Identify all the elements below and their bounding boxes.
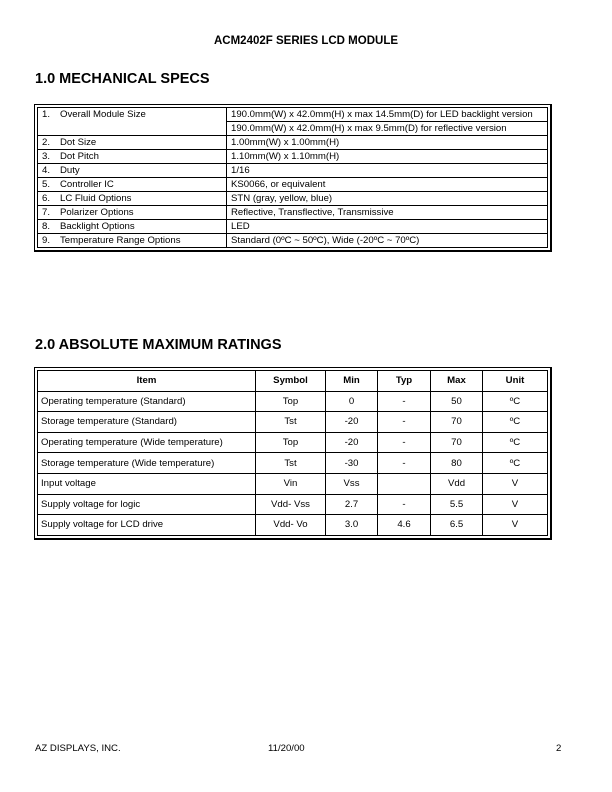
spec-row [38,150,548,164]
spec-number: 3. [42,151,51,162]
unit-cell: V [483,494,548,515]
spec-number: 5. [42,179,51,190]
document-title: ACM2402F SERIES LCD MODULE [213,35,399,47]
spec-row [38,206,548,220]
footer-company: AZ DISPLAYS, INC. [35,743,121,754]
spec-row [38,108,548,136]
spec-label-cell [38,164,227,178]
spec-number: 8. [42,221,51,232]
spec-value: 1.10mm(W) x 1.10mm(H) [231,151,340,162]
unit-cell: ºC [483,412,548,433]
spec-value-cell [227,164,548,178]
min-cell: 2.7 [326,494,378,515]
min-cell: -30 [326,453,378,474]
item-cell: Operating temperature (Standard) [38,391,256,412]
spec-value: KS0066, or equivalent [231,179,326,190]
symbol-cell: Top [256,391,326,412]
spec-label-cell [38,206,227,220]
spec-label: Backlight Options [60,221,135,232]
min-cell: -20 [326,432,378,453]
spec-number: 2. [42,137,51,148]
spec-label: Overall Module Size [60,109,146,120]
spec-value-cell [227,108,548,136]
spec-value: 190.0mm(W) x 42.0mm(H) x max 9.5mm(D) for reflective version [227,121,547,135]
table-row [38,473,548,494]
column-header: Typ [378,371,431,392]
column-header: Max [431,371,483,392]
spec-value-cell [227,234,548,248]
max-cell: Vdd [431,473,483,494]
spec-value: 190.0mm(W) x 42.0mm(H) x max 14.5mm(D) for LED backlight version [231,109,533,120]
spec-number: 9. [42,235,51,246]
unit-cell: V [483,473,548,494]
item-cell: Input voltage [38,473,256,494]
spec-value: 1.00mm(W) x 1.00mm(H) [231,137,340,148]
absolute-max-ratings-heading: 2.0 ABSOLUTE MAXIMUM RATINGS [35,337,282,353]
typ-cell: - [378,412,431,433]
max-cell: 70 [431,432,483,453]
unit-cell: ºC [483,453,548,474]
table-header-row [38,371,548,392]
spec-value-cell [227,150,548,164]
absolute-max-ratings-table [34,367,552,540]
symbol-cell: Tst [256,412,326,433]
min-cell: -20 [326,412,378,433]
min-cell: 3.0 [326,515,378,536]
spec-value: Reflective, Transflective, Transmissive [231,207,394,218]
table-row [38,515,548,536]
column-header: Symbol [256,371,326,392]
column-header: Item [38,371,256,392]
typ-cell [378,473,431,494]
typ-cell: - [378,453,431,474]
spec-label-cell [38,234,227,248]
item-cell: Storage temperature (Wide temperature) [38,453,256,474]
spec-value: STN (gray, yellow, blue) [231,193,333,204]
spec-label-cell [38,192,227,206]
spec-value-cell [227,136,548,150]
symbol-cell: Tst [256,453,326,474]
spec-label-cell [38,150,227,164]
max-cell: 50 [431,391,483,412]
symbol-cell: Vdd- Vss [256,494,326,515]
spec-number: 7. [42,207,51,218]
column-header: Unit [483,371,548,392]
unit-cell: V [483,515,548,536]
spec-row [38,220,548,234]
symbol-cell: Vin [256,473,326,494]
max-cell: 80 [431,453,483,474]
min-cell: Vss [326,473,378,494]
item-cell: Operating temperature (Wide temperature) [38,432,256,453]
spec-row [38,178,548,192]
spec-label: Temperature Range Options [60,235,181,246]
spec-value: Standard (0ºC ~ 50ºC), Wide (-20ºC ~ 70ºC) [231,235,420,246]
spec-value: LED [231,221,250,232]
spec-label-cell [38,178,227,192]
spec-row [38,234,548,248]
spec-value: 1/16 [231,165,250,176]
spec-label: Polarizer Options [60,207,134,218]
unit-cell: ºC [483,391,548,412]
item-cell: Storage temperature (Standard) [38,412,256,433]
spec-label: Duty [60,165,80,176]
page-number: 2 [556,743,562,754]
symbol-cell: Vdd- Vo [256,515,326,536]
column-header: Min [326,371,378,392]
spec-label: Dot Size [60,137,97,148]
symbol-cell: Top [256,432,326,453]
spec-value-cell [227,220,548,234]
spec-label: LC Fluid Options [60,193,132,204]
spec-number: 1. [42,109,51,120]
spec-label-cell [38,108,227,136]
table-row [38,494,548,515]
spec-row [38,192,548,206]
spec-row [38,136,548,150]
spec-row [38,164,548,178]
table-row [38,412,548,433]
typ-cell: - [378,391,431,412]
max-cell: 6.5 [431,515,483,536]
min-cell: 0 [326,391,378,412]
table-row [38,432,548,453]
footer-date: 11/20/00 [268,743,305,754]
spec-number: 4. [42,165,51,176]
spec-number: 6. [42,193,51,204]
typ-cell: 4.6 [378,515,431,536]
table-row [38,453,548,474]
mechanical-specs-heading: 1.0 MECHANICAL SPECS [35,71,210,87]
spec-label: Controller IC [60,179,114,190]
spec-label-cell [38,220,227,234]
typ-cell: - [378,494,431,515]
max-cell: 5.5 [431,494,483,515]
typ-cell: - [378,432,431,453]
item-cell: Supply voltage for LCD drive [38,515,256,536]
table-row [38,391,548,412]
spec-label-cell [38,136,227,150]
spec-label: Dot Pitch [60,151,99,162]
spec-value-cell [227,178,548,192]
spec-value-cell [227,206,548,220]
mechanical-specs-table [34,104,552,252]
max-cell: 70 [431,412,483,433]
item-cell: Supply voltage for logic [38,494,256,515]
spec-value-cell [227,192,548,206]
unit-cell: ºC [483,432,548,453]
